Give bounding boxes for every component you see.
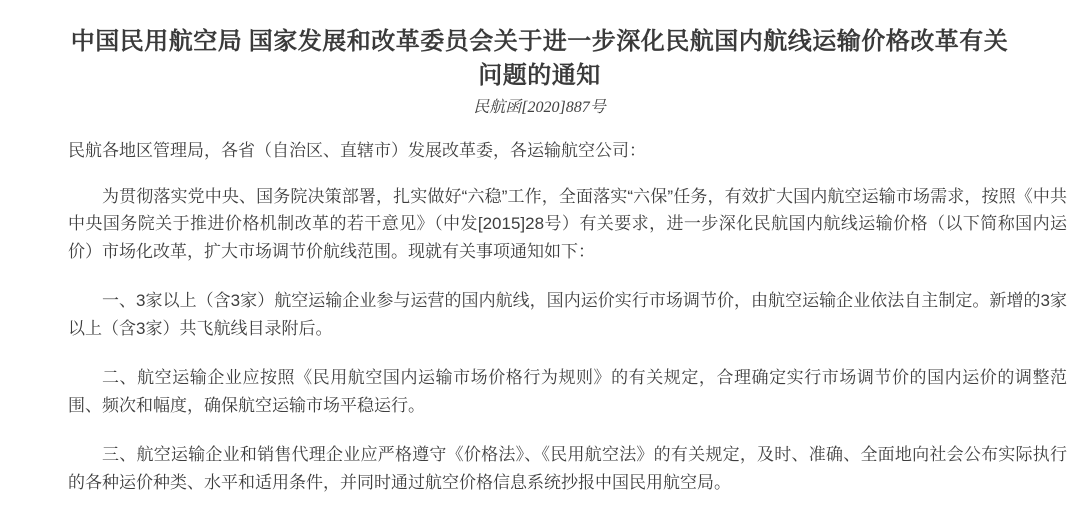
document-title: 中国民用航空局 国家发展和改革委员会关于进一步深化民航国内航线运输价格改革有关问题的通知 [70,29,1009,89]
document-body [0,137,1079,496]
document-number: 民航函[2020]887号 [473,99,606,116]
salutation-line: 民航各地区管理局，各省（自治区、直辖市）发展改革委，各运输航空公司： [68,141,646,160]
paragraph-item-2: 二、航空运输企业应按照《民用航空国内运输市场价格行为规则》的有关规定，合理确定实行市场调节价的国内运价的调整范围、频次和幅度，确保航空运输市场平稳运行。 [68,368,1067,415]
paragraph-preamble: 为贯彻落实党中央、国务院决策部署，扎实做好“六稳”工作，全面落实“六保”任务，有效扩大国内航空运输市场需求，按照《中共中央国务院关于推进价格机制改革的若干意见》（中发[2015]28号）有关要求，进一步深化民航国内航线运输价格（以下简称国内运价）市场化改革，扩大市场调节价航线范围。现就有关事项通知如下： [68,186,1067,261]
paragraph-item-1: 一、3家以上（含3家）航空运输企业参与运营的国内航线，国内运价实行市场调节价，由航空运输企业依法自主制定。新增的3家以上（含3家）共飞航线目录附后。 [68,291,1067,338]
paragraph-item-3: 三、航空运输企业和销售代理企业应严格遵守《价格法》、《民用航空法》的有关规定，及时、准确、全面地向社会公布实际执行的各种运价种类、水平和适用条件，并同时通过航空价格信息系统抄报中国民用航空局。 [68,445,1067,492]
document-page [0,25,1079,519]
